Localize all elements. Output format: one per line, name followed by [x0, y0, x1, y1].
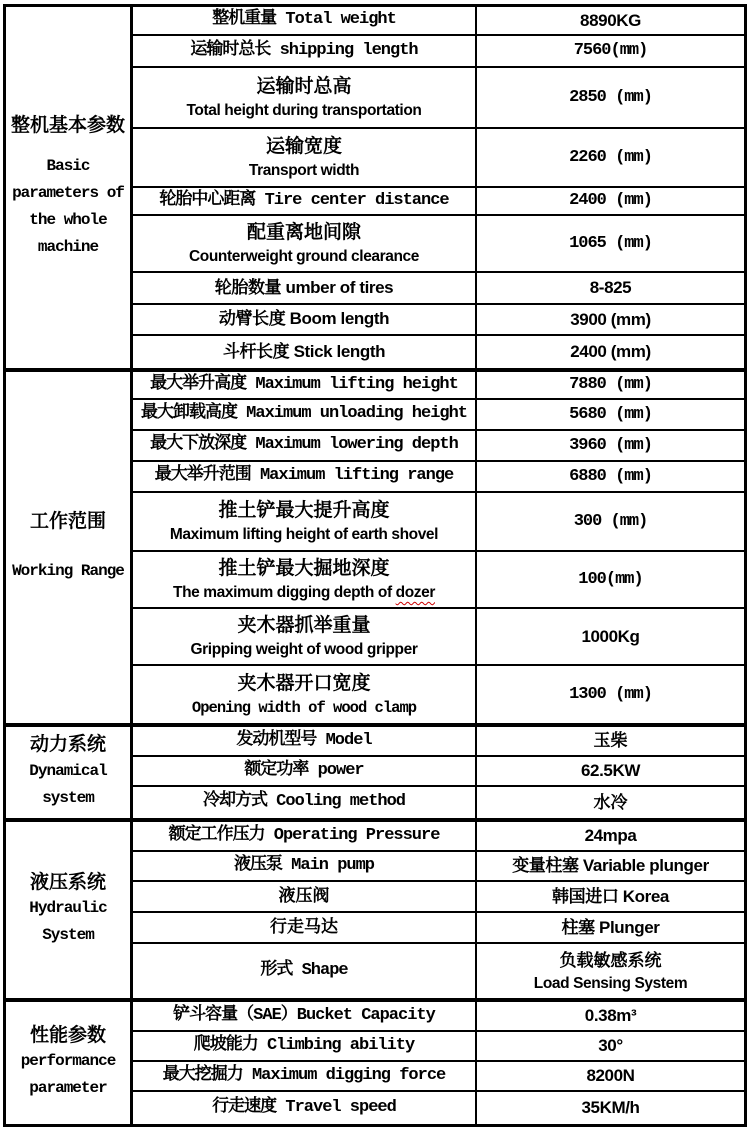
param-cell — [133, 7, 477, 34]
section-rows — [133, 822, 744, 998]
value-cell — [477, 852, 744, 880]
row-dozer-digging-depth — [133, 552, 744, 609]
section-rows — [133, 372, 744, 723]
row-transport-height — [133, 68, 744, 129]
category-en: the whole — [29, 210, 107, 229]
spec-table — [3, 4, 747, 1127]
value-cell — [477, 552, 744, 607]
param-text: 轮胎数量 umber of tires — [214, 277, 394, 297]
row-travel-speed — [133, 1092, 744, 1124]
value-text: 2400 (mm) — [569, 191, 652, 211]
row-stick-length — [133, 336, 744, 368]
param-cell — [133, 609, 477, 664]
category-en: system — [42, 788, 94, 807]
category-zh: 液压系统 — [29, 871, 106, 893]
row-shipping-length — [133, 36, 744, 68]
param-text: 最大下放深度 Maximum lowering depth — [150, 435, 458, 455]
param-text-en: Transport width — [248, 161, 360, 179]
value-cell — [477, 129, 744, 186]
param-text: 额定工作压力 Operating Pressure — [168, 825, 440, 845]
value-cell — [477, 1092, 744, 1124]
param-cell — [133, 372, 477, 398]
value-cell — [477, 666, 744, 723]
row-rated-power — [133, 757, 744, 787]
param-text: 动臂长度 Boom length — [218, 309, 390, 329]
param-cell — [133, 462, 477, 491]
category-en: machine — [37, 237, 99, 256]
param-text-zh: 推土铲最大掘地深度 — [218, 558, 390, 580]
row-operating-pressure — [133, 822, 744, 852]
value-cell — [477, 305, 744, 334]
param-text: 最大挖掘力 Maximum digging force — [162, 1065, 446, 1085]
value-text: 7560(mm) — [573, 41, 648, 61]
param-cell — [133, 68, 477, 127]
value-text: 1300 (mm) — [569, 684, 652, 704]
param-text: 轮胎中心距离 Tire center distance — [159, 190, 449, 210]
param-text-en: Gripping weight of wood gripper — [190, 640, 418, 658]
row-max-unloading-height — [133, 400, 744, 431]
row-max-lifting-height — [133, 372, 744, 400]
section-rows — [133, 1002, 744, 1124]
param-text: 行走速度 Travel speed — [212, 1097, 396, 1117]
param-cell — [133, 273, 477, 303]
value-text: 柱塞 Plunger — [561, 917, 660, 937]
param-cell — [133, 822, 477, 850]
value-cell — [477, 882, 744, 911]
param-cell — [133, 216, 477, 271]
value-cell — [477, 273, 744, 303]
value-text-en: Load Sensing System — [533, 974, 688, 992]
category-en: Hydraulic — [29, 899, 107, 918]
param-cell — [133, 1062, 477, 1090]
param-text: 运输时总长 shipping length — [190, 40, 418, 60]
row-main-pump — [133, 852, 744, 882]
value-text: 2260 (mm) — [569, 147, 652, 167]
param-cell — [133, 493, 477, 550]
section-rows — [133, 7, 744, 368]
param-text-en: Maximum lifting height of earth shovel — [169, 525, 439, 543]
param-cell — [133, 400, 477, 429]
param-cell — [133, 882, 477, 911]
value-cell — [477, 787, 744, 818]
section-basic-parameters — [6, 7, 744, 372]
param-text-zh: 夹木器抓举重量 — [237, 615, 371, 637]
category-cell-hydraulic-system — [6, 822, 133, 998]
param-cell — [133, 944, 477, 998]
row-dozer-lifting-height — [133, 493, 744, 552]
value-text: 30° — [598, 1036, 623, 1056]
value-cell — [477, 336, 744, 368]
param-text: 行走马达 — [270, 917, 338, 937]
value-cell — [477, 372, 744, 398]
param-cell — [133, 36, 477, 66]
value-cell — [477, 727, 744, 755]
section-hydraulic-system — [6, 822, 744, 1002]
param-text: 斗杆长度 Stick length — [222, 341, 386, 361]
value-text: 8890KG — [580, 10, 641, 30]
row-max-digging-force — [133, 1062, 744, 1092]
category-zh: 性能参数 — [29, 1024, 106, 1046]
param-text-zh: 运输宽度 — [265, 136, 342, 158]
param-text: 冷却方式 Cooling method — [202, 792, 406, 812]
param-cell — [133, 305, 477, 334]
row-max-lifting-range — [133, 462, 744, 493]
row-shape — [133, 944, 744, 998]
value-cell — [477, 757, 744, 785]
section-performance-parameter — [6, 1002, 744, 1124]
param-text: 形式 Shape — [260, 960, 348, 980]
value-text: 水冷 — [593, 792, 628, 812]
value-text: 8-825 — [589, 278, 632, 298]
param-text: 发动机型号 Model — [236, 730, 372, 750]
param-cell — [133, 431, 477, 460]
param-cell — [133, 188, 477, 214]
param-text-zh: 夹木器开口宽度 — [237, 673, 371, 695]
param-text-en-prefix: The maximum digging depth of — [173, 583, 396, 601]
value-cell — [477, 1002, 744, 1030]
param-text-en: Opening width of wood clamp — [191, 698, 417, 717]
value-text: 3960 (mm) — [569, 435, 652, 455]
value-text: 1065 (mm) — [569, 233, 652, 253]
value-cell — [477, 36, 744, 66]
param-text: 液压泵 Main pump — [233, 855, 375, 875]
section-rows — [133, 727, 744, 818]
value-cell — [477, 944, 744, 998]
row-climbing-ability — [133, 1032, 744, 1062]
category-en: Dynamical — [29, 761, 107, 780]
value-text: 3900 (mm) — [570, 309, 651, 329]
value-text: 玉柴 — [593, 731, 628, 751]
value-text: 0.38m³ — [584, 1006, 637, 1026]
value-cell — [477, 913, 744, 942]
category-en: Basic — [46, 157, 90, 176]
value-text: 300 (mm) — [573, 511, 648, 531]
row-total-weight — [133, 7, 744, 36]
row-clamp-opening-width — [133, 666, 744, 723]
param-text-zh: 配重离地间隙 — [246, 222, 361, 244]
row-bucket-capacity — [133, 1002, 744, 1032]
value-text: 2850 (mm) — [569, 87, 652, 107]
row-hydraulic-valve — [133, 882, 744, 913]
value-text-zh: 负载敏感系统 — [559, 951, 662, 971]
param-text-en — [173, 583, 435, 604]
value-cell — [477, 68, 744, 127]
param-text-en-spellcheck: dozer — [395, 583, 435, 601]
category-en: Working Range — [12, 562, 124, 581]
value-text: 7880 (mm) — [569, 375, 652, 395]
category-zh: 工作范围 — [29, 510, 106, 532]
row-counterweight-clearance — [133, 216, 744, 273]
row-max-lowering-depth — [133, 431, 744, 462]
value-text: 62.5KW — [580, 761, 640, 781]
param-text: 最大举升高度 Maximum lifting height — [150, 374, 458, 394]
value-cell — [477, 188, 744, 214]
category-cell-dynamical-system — [6, 727, 133, 818]
value-cell — [477, 216, 744, 271]
param-text: 最大举升范围 Maximum lifting range — [154, 466, 454, 486]
row-number-of-tires — [133, 273, 744, 305]
param-text-en: Counterweight ground clearance — [188, 247, 419, 265]
param-text-en: Total height during transportation — [186, 101, 422, 119]
param-text-zh: 推土铲最大提升高度 — [218, 500, 390, 522]
category-cell-performance-parameter — [6, 1002, 133, 1124]
param-text-zh: 运输时总高 — [256, 76, 352, 98]
param-text: 整机重量 Total weight — [212, 10, 396, 30]
row-tire-center-distance — [133, 188, 744, 216]
value-text: 5680 (mm) — [569, 404, 652, 424]
value-cell — [477, 400, 744, 429]
param-cell — [133, 727, 477, 755]
value-text: 8200N — [586, 1066, 635, 1086]
param-text: 铲斗容量（SAE）Bucket Capacity — [173, 1005, 435, 1025]
row-transport-width — [133, 129, 744, 188]
value-text: 2400 (mm) — [570, 342, 651, 362]
section-working-range — [6, 372, 744, 727]
value-cell — [477, 7, 744, 34]
value-text: 35KM/h — [581, 1098, 640, 1118]
category-zh: 动力系统 — [29, 734, 106, 756]
param-cell — [133, 787, 477, 818]
param-text: 最大卸载高度 Maximum unloading height — [140, 404, 468, 424]
row-travel-motor — [133, 913, 744, 944]
param-cell — [133, 1002, 477, 1030]
value-text: 6880 (mm) — [569, 466, 652, 486]
param-cell — [133, 913, 477, 942]
value-cell — [477, 609, 744, 664]
category-cell-basic-parameters — [6, 7, 133, 368]
param-cell — [133, 552, 477, 607]
param-text: 额定功率 power — [244, 760, 364, 780]
value-text: 1000Kg — [581, 626, 640, 646]
value-text: 100(mm) — [578, 569, 643, 589]
value-cell — [477, 1032, 744, 1060]
value-cell — [477, 493, 744, 550]
value-cell — [477, 822, 744, 850]
value-cell — [477, 462, 744, 491]
param-cell — [133, 852, 477, 880]
value-cell — [477, 431, 744, 460]
param-cell — [133, 1092, 477, 1124]
category-en: performance — [20, 1052, 116, 1071]
category-en: System — [42, 926, 94, 945]
param-text: 爬坡能力 Climbing ability — [193, 1035, 415, 1055]
value-text: 24mpa — [584, 826, 637, 846]
category-cell-working-range — [6, 372, 133, 723]
row-gripping-weight — [133, 609, 744, 666]
value-cell — [477, 1062, 744, 1090]
section-dynamical-system — [6, 727, 744, 822]
category-zh: 整机基本参数 — [10, 115, 125, 137]
param-cell — [133, 336, 477, 368]
param-cell — [133, 666, 477, 723]
param-cell — [133, 757, 477, 785]
row-engine-model — [133, 727, 744, 757]
param-cell — [133, 1032, 477, 1060]
value-text: 韩国进口 Korea — [552, 886, 669, 906]
param-text: 液压阀 — [278, 886, 330, 906]
category-en: parameter — [29, 1079, 107, 1098]
param-cell — [133, 129, 477, 186]
category-en: parameters of — [12, 183, 124, 202]
value-text: 变量柱塞 Variable plunger — [512, 856, 709, 876]
row-cooling-method — [133, 787, 744, 818]
row-boom-length — [133, 305, 744, 336]
